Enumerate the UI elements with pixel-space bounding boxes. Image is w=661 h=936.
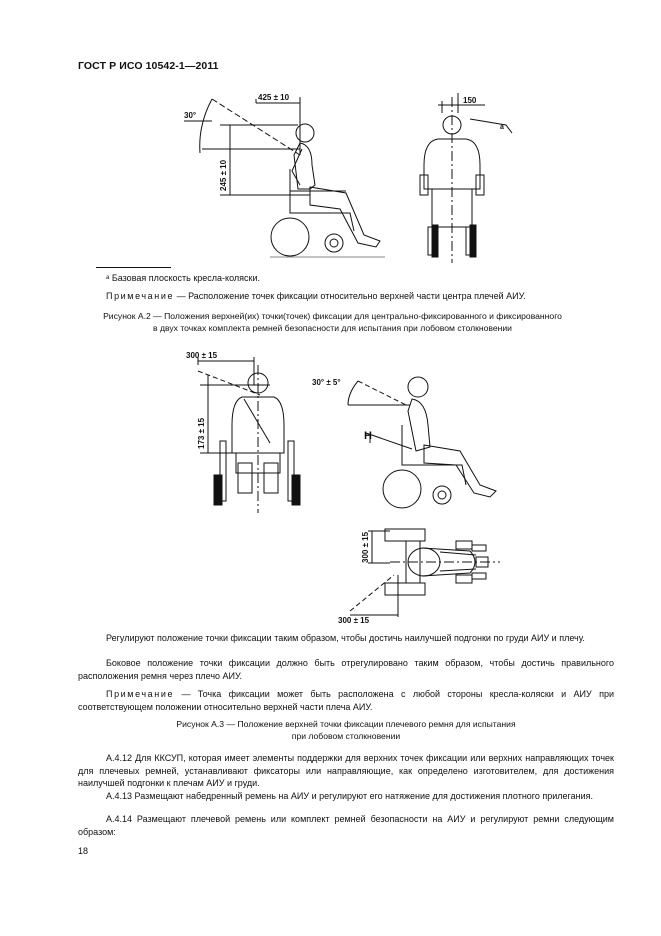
fig-a2-caption [70,310,595,334]
page-number: 18 [78,846,89,856]
fig-a3-top-horizontal-label: 300 ± 15 [338,616,370,625]
rear-wheel [271,218,309,256]
front-wheel [325,234,343,252]
fig-a2-note-text: — Расположение точек фиксации относительно верхней части центра плечей АИУ. [174,291,526,301]
fig-a3-front-height-label: 173 ± 15 [197,417,206,449]
fig-a3-h-label: H [364,430,372,442]
para-a4-14: А.4.14 Размещают плечевой ремень или комплект ремней безопасности на АИУ и регулируют ремни следующим образом: [78,814,614,837]
figure-a3-drawing [180,345,510,630]
fig-a2-vertical-label: 245 ± 10 [219,159,228,191]
fig-a3-caption-line2: при лобовом столкновении [291,731,401,741]
fig-a3-caption [78,718,614,742]
fig-a2-note [106,290,586,303]
para-a4-13: А.4.13 Размещают набедренный ремень на АИУ и регулируют его натяжение для достижения плотного прилегания. [106,791,594,801]
fig-a2-caption-line1: Рисунок А.2 — Положения верхней(их) точки(точек) фиксации для центрально-фиксированного и фиксированного [103,311,562,321]
fig-a2-note-label: Примечание [106,291,175,301]
fig-a3-front-wheel [433,486,451,504]
fig-a3-para2: Боковое положение точки фиксации должно быть отрегулировано таким образом, чтобы достичь правильного расположения ремня через плечо АИУ. [78,658,614,681]
fig-a2-caption-line2: в двух точках комплекта ремней безопасности для испытания при лобовом столкновении [153,323,512,333]
angle-arc [200,99,212,153]
fig-a2-angle-label: 30° [184,111,197,120]
page-header-title: ГОСТ Р ИСО 10542-1—2011 [78,60,219,72]
fig-a3-top-vertical-label: 300 ± 15 [361,531,370,563]
figure-a2-drawing [150,85,540,265]
fig-a3-note-label: Примечание [106,689,175,699]
fig-a3-note-text: — Точка фиксации может быть расположена с любой стороны кресла-коляски и АИУ при соответствующем положении относительно верхней части плеча АИУ. [78,689,614,712]
fig-a3-angle-label: 30° ± 5° [312,378,341,387]
fig-a2-horizontal-label: 425 ± 10 [258,93,290,102]
fig-a3-note [78,688,614,713]
para-a4-12: А.4.12 Для ККСУП, которая имеет элементы поддержки для верхних точек фиксации или верхних направляющих точек для плечевых ремней, устанавливают фиксаторы или направляющие, как определено изготовителем, для достижения наилучшей подгонки к плечам АИУ и груди. [78,753,614,788]
fig-a2-a-label: a [500,124,504,131]
fig-a2-front-width-label: 150 [463,96,477,105]
fig-a3-caption-line1: Рисунок А.3 — Положение верхней точки фиксации плечевого ремня для испытания [176,719,516,729]
fig-a3-front-width-label: 300 ± 15 [186,351,218,360]
footnote-rule [96,267,171,268]
top-view-rear-wheel-2 [385,583,425,595]
fig-a3-rear-wheel [383,470,421,508]
fig-a3-angle-arc [348,381,358,405]
fig-a2-footnote: ᵃ Базовая плоскость кресла-коляски. [106,273,260,283]
fig-a3-para1: Регулируют положение точки фиксации таким образом, чтобы достичь наилучшей подгонки по груди АИУ и плечу. [106,633,585,643]
top-view-rear-wheel-1 [385,529,425,541]
